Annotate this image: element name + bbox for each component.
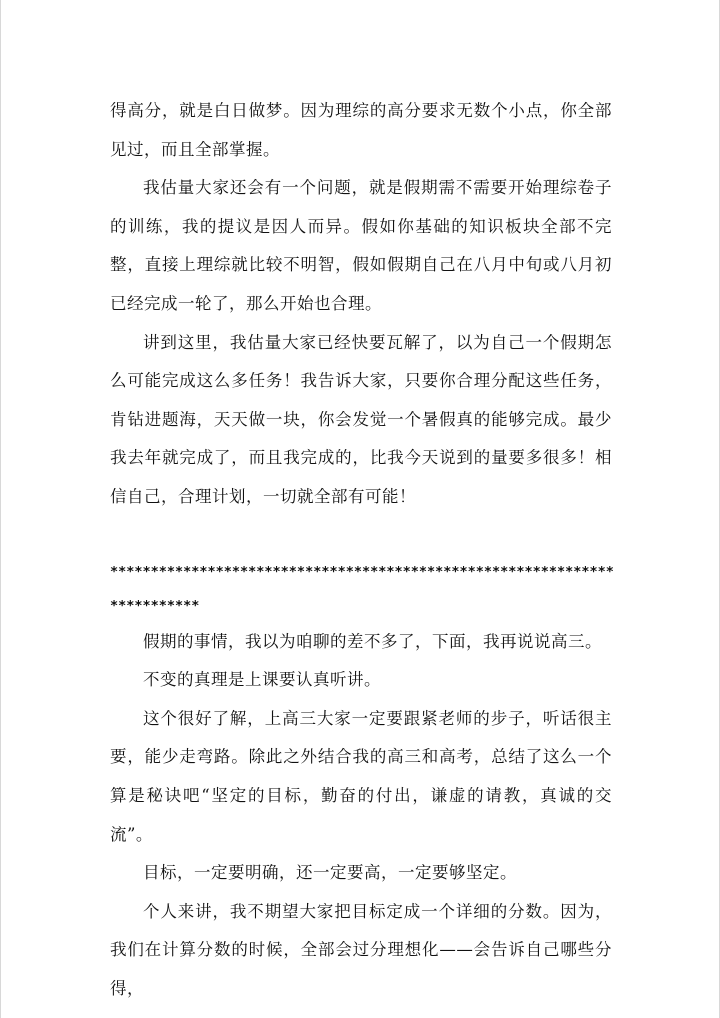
asterisk-separator: ************************************************************************* <box>110 563 614 614</box>
document-body <box>110 92 612 1008</box>
paragraph-8: 个人来讲，我不期望大家把目标定成一个详细的分数。因为，我们在计算分数的时候，全部会过分理想化——会告诉自己哪些分得， <box>110 901 612 998</box>
paragraph-4: 假期的事情，我以为咱聊的差不多了，下面，我再说说高三。 <box>143 631 602 651</box>
page-left-edge <box>0 0 1 1018</box>
paragraph-5: 不变的真理是上课要认真听讲。 <box>143 670 381 690</box>
paragraph-3: 讲到这里，我估量大家已经快要瓦解了，以为自己一个假期怎么可能完成这么多任务！我告诉大家，只要你合理分配这些任务，肯钻进题海，天天做一块，你会发觉一个暑假真的能够完成。最少我去年就完成了，而且我完成的，比我今天说到的量要多很多！相信自己，合理计划，一切就全部有可能！ <box>110 332 612 506</box>
paragraph-6: 这个很好了解，上高三大家一定要跟紧老师的步子，听话很主要，能少走弯路。除此之外结合我的高三和高考，总结了这么一个算是秘诀吧“坚定的目标，勤奋的付出，谦虚的请教，真诚的交流”。 <box>110 708 612 844</box>
paragraph-2: 我估量大家还会有一个问题，就是假期需不需要开始理综卷子的训练，我的提议是因人而异。假如你基础的知识板块全部不完整，直接上理综就比较不明智，假如假期自己在八月中旬或八月初已经完成一轮了，那么开始也合理。 <box>110 178 612 313</box>
paragraph-7: 目标，一定要明确，还一定要高，一定要够坚定。 <box>143 863 517 883</box>
paragraph-1: 得高分，就是白日做梦。因为理综的高分要求无数个小点，你全部见过，而且全部掌握。 <box>110 101 612 159</box>
